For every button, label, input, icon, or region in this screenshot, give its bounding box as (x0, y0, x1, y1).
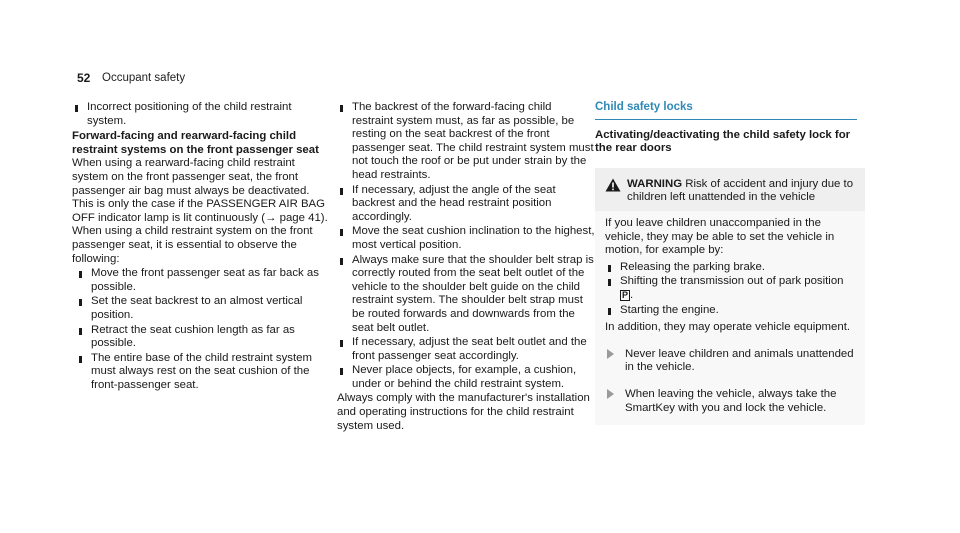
list-item: Retract the seat cushion length as far as possible. (76, 324, 330, 351)
action-text: Never leave children and animals unattended in the vehicle. (625, 347, 854, 374)
page-number: 52 (77, 71, 91, 86)
bullet-list (76, 267, 330, 392)
bullet-list (605, 261, 855, 317)
column-3 (595, 101, 865, 425)
warning-text (627, 178, 855, 205)
paragraph: When using a child restraint system on the front passenger seat, it is essential to observe the following: (72, 225, 313, 265)
warning-triangle-icon (605, 178, 621, 192)
list-item: Releasing the parking brake. (605, 261, 855, 275)
list-item: Move the seat cushion inclination to the highest, most vertical position. (337, 225, 595, 252)
paragraph: If you leave children unaccompanied in the vehicle, they may be able to set the vehicle in motion, for example by: (605, 216, 835, 257)
list-item: Set the seat backrest to an almost vertical position. (76, 295, 330, 322)
paragraph: When using a rearward-facing child restraint system on the front passenger seat, the front passenger air bag must always be deactivated. This is only the case if the PASSENGER AIR BAG OFF indicator lamp is lit continuously (→ page 41). (72, 157, 328, 224)
warning-message: Risk of accident and injury due to children left unattended in the vehicle (627, 177, 854, 204)
subheading-child-restraint: Forward-facing and rearward-facing child restraint systems on the front passenger seat (72, 130, 319, 156)
action-step (605, 388, 855, 415)
action-arrow-icon (607, 389, 614, 399)
section-title: Child safety locks (595, 101, 857, 120)
list-item: Never place objects, for example, a cushion, under or behind the child restraint system. (337, 364, 595, 391)
warning-body (595, 211, 865, 425)
list-item: Incorrect positioning of the child restraint system. (72, 101, 330, 128)
page-section-title: Occupant safety (102, 72, 186, 85)
action-arrow-icon (607, 349, 614, 359)
list-item: Shifting the transmission out of park position P . (605, 275, 855, 302)
bullet-list (337, 101, 595, 391)
column-2 (337, 101, 595, 433)
warning-label: WARNING (627, 177, 683, 190)
bullet-list (72, 101, 330, 128)
list-item: Move the front passenger seat as far back as possible. (76, 267, 330, 294)
park-position-symbol: P (622, 289, 629, 300)
list-item-text: Shifting the transmission out of park position (620, 275, 844, 288)
list-item: The backrest of the forward-facing child restraint system must, as far as possible, be resting on the seat backrest of the front passenger seat. The child restraint system must not touch the roof or be put under strain by the head restraints. (337, 101, 595, 183)
list-item: The entire base of the child restraint system must always rest on the seat cushion of the front-passenger seat. (76, 352, 330, 393)
subheading-child-safety-lock: Activating/deactivating the child safety lock for the rear doors (595, 128, 851, 155)
list-item: If necessary, adjust the angle of the seat backrest and the head restraint position accordingly. (337, 184, 595, 225)
page-header (77, 71, 185, 87)
warning-header (595, 168, 865, 211)
paragraph: In addition, they may operate vehicle equipment. (605, 321, 851, 334)
warning-box (595, 168, 865, 425)
list-item: If necessary, adjust the seat belt outlet and the front passenger seat accordingly. (337, 336, 595, 363)
list-item: Always make sure that the shoulder belt strap is correctly routed from the seat belt outlet of the vehicle to the shoulder belt guide on the child restraint system. The shoulder belt strap must be routed forwards and downwards from the seat belt outlet. (337, 254, 595, 336)
list-item: Starting the engine. (605, 304, 855, 318)
action-text: When leaving the vehicle, always take the SmartKey with you and lock the vehicle. (625, 387, 837, 414)
paragraph: Always comply with the manufacturer's installation and operating instructions for the child restraint system used. (337, 392, 590, 432)
column-1 (72, 101, 330, 393)
action-step (605, 348, 855, 375)
